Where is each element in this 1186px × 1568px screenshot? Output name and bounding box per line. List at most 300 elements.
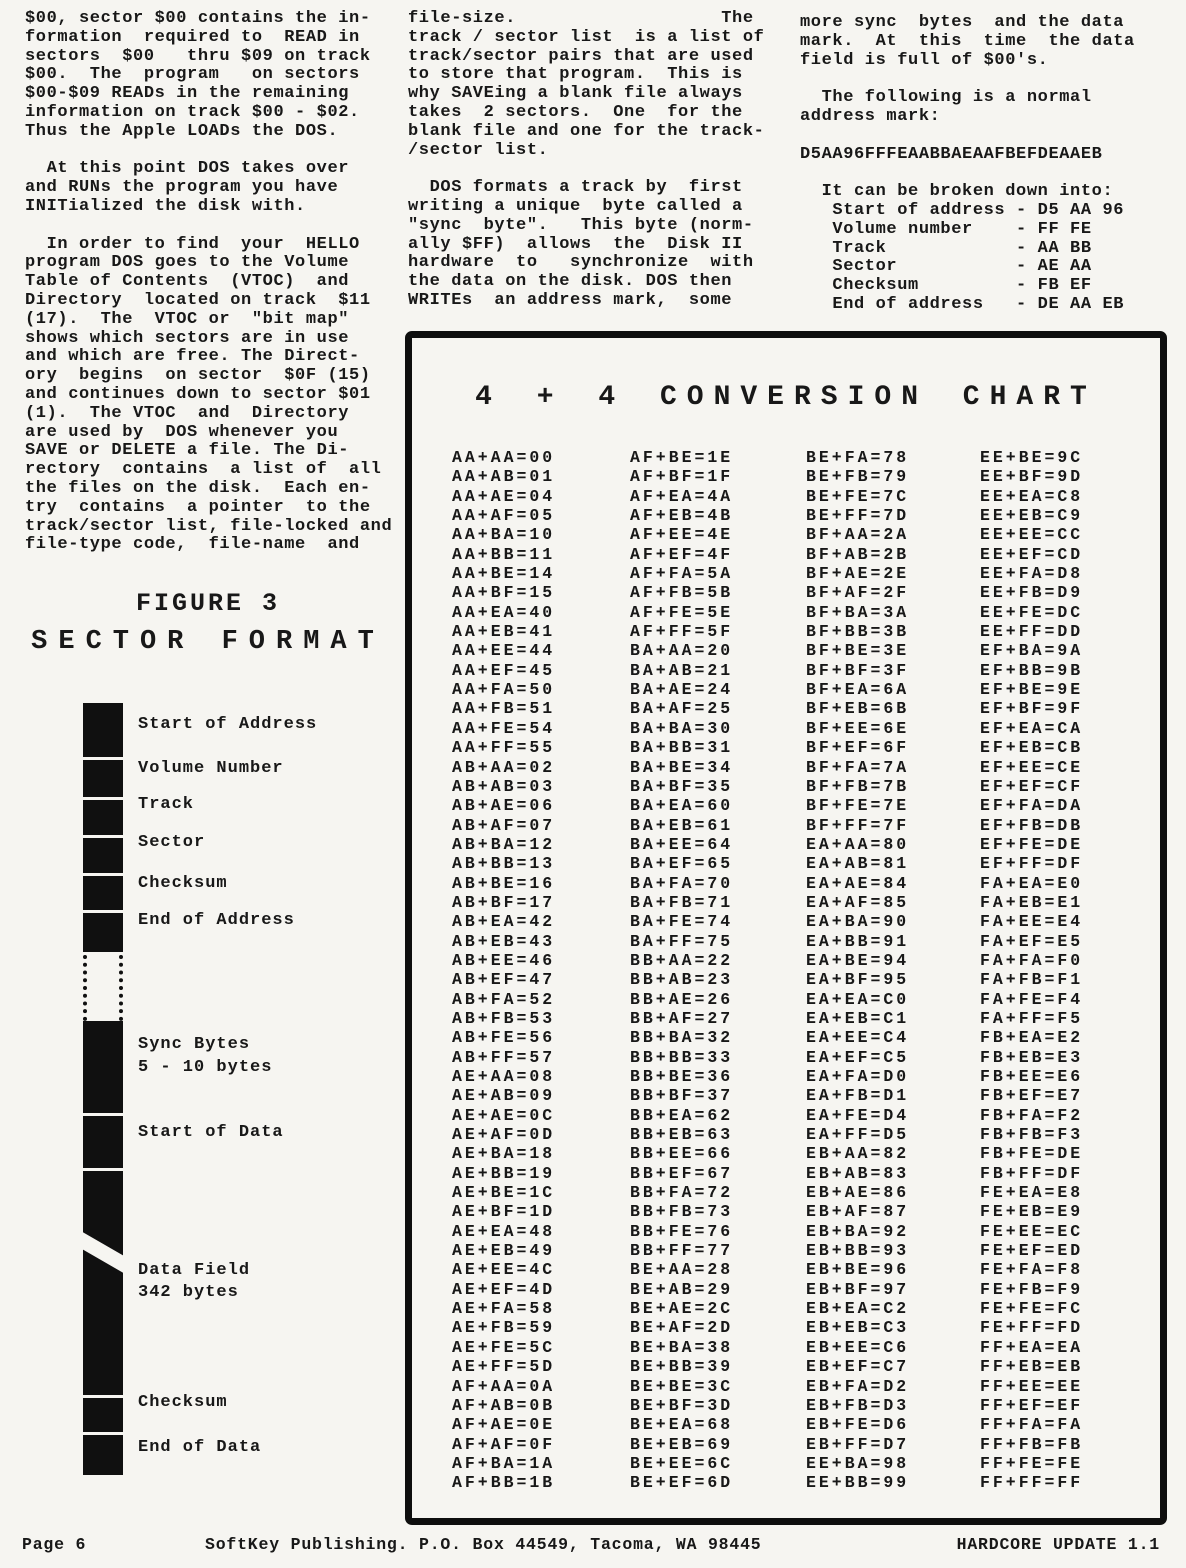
conversion-entry: FF+EE=EE (980, 1376, 1084, 1396)
conversion-entry: EE+FF=DD (980, 622, 1084, 642)
conversion-entry: EE+EA=C8 (980, 486, 1084, 506)
conversion-entry: BE+FA=78 (806, 448, 910, 467)
conversion-entry: BF+AA=2A (806, 525, 910, 545)
text-line: blank file and one for the track- (408, 121, 765, 141)
conversion-entry: FE+FF=FD (980, 1318, 1084, 1338)
conversion-entry: AA+FE=54 (452, 718, 556, 738)
conversion-entry: EB+AA=82 (806, 1144, 910, 1164)
conversion-entry: EB+FF=D7 (806, 1434, 910, 1454)
conversion-entry: EA+BF=95 (806, 970, 910, 990)
conversion-entry: BA+EA=60 (630, 796, 734, 816)
text-line: INITialized the disk with. (25, 196, 306, 216)
figure-label: Sync Bytes (138, 1035, 251, 1054)
conversion-entry: EF+BF=9F (980, 699, 1084, 719)
conversion-entry: FB+FF=DF (980, 1163, 1084, 1183)
conversion-entry: BE+FB=79 (806, 467, 910, 487)
conversion-entry: AA+EF=45 (452, 660, 556, 680)
conversion-entry: AB+EE=46 (452, 950, 556, 970)
conversion-chart-title: 4 + 4 CONVERSION CHART (475, 382, 1097, 413)
conversion-entry: BB+FB=73 (630, 1202, 734, 1222)
conversion-entry: EF+BE=9E (980, 680, 1084, 700)
conversion-entry: AF+AF=0F (452, 1434, 556, 1454)
conversion-entry: BE+BF=3D (630, 1395, 734, 1415)
conversion-entry: BB+BE=36 (630, 1067, 734, 1086)
conversion-entry: AF+EB=4B (630, 506, 734, 526)
text-line: SAVE or DELETE a file. The Di- (25, 441, 350, 461)
conversion-entry: FF+FE=FE (980, 1453, 1084, 1473)
conversion-entry: AB+FB=53 (452, 1008, 556, 1028)
conversion-entry: FE+EB=E9 (980, 1202, 1084, 1222)
figure-label: Track (138, 795, 195, 814)
conversion-entry: BF+BE=3E (806, 641, 910, 661)
text-line: and RUNs the program you have (25, 178, 339, 198)
conversion-entry: BF+BB=3B (806, 622, 910, 642)
conversion-entry: AB+AE=06 (452, 796, 556, 816)
conversion-entry: FA+FF=F5 (980, 1008, 1084, 1028)
text-line: WRITEs an address mark, some (408, 290, 733, 310)
conversion-entry: AF+AB=0B (452, 1395, 556, 1415)
figure-title: FIGURE 3 (135, 589, 281, 618)
conversion-entry: BE+BB=39 (630, 1357, 734, 1377)
text-line: ory begins on sector $0F (15) (25, 366, 371, 386)
figure-label: Volume Number (138, 759, 284, 778)
conversion-entry: FF+EB=EB (980, 1357, 1084, 1377)
conversion-entry: AF+EF=4F (630, 544, 734, 564)
conversion-entry: EB+BF=97 (806, 1279, 910, 1299)
conversion-entry: BE+EF=6D (630, 1473, 734, 1493)
conversion-entry: AE+AA=08 (452, 1067, 556, 1086)
conversion-entry: EA+EB=C1 (806, 1008, 910, 1028)
conversion-entry: AF+AA=0A (452, 1376, 556, 1396)
text-line: Thus the Apple LOADs the DOS. (25, 121, 339, 141)
conversion-entry: EB+AF=87 (806, 1202, 910, 1222)
conversion-entry: BF+EA=6A (806, 680, 910, 700)
conversion-entry: AF+FA=5A (630, 564, 734, 584)
conversion-entry: BF+AE=2E (806, 564, 910, 584)
text-line: the files on the disk. Each en- (25, 478, 371, 498)
conversion-entry: EE+EB=C9 (980, 506, 1084, 526)
conversion-entry: AF+AE=0E (452, 1415, 556, 1435)
conversion-entry: BB+FF=77 (630, 1241, 734, 1261)
text-line: D5AA96FFFEAABBAEAAFBEFDEAAEB (800, 144, 1103, 164)
figure-label: Sector (138, 833, 206, 852)
page-footer (0, 1535, 1186, 1559)
conversion-entry: EB+BE=96 (806, 1260, 910, 1280)
conversion-entry: AA+AB=01 (452, 467, 556, 487)
text-line: the data on the disk. DOS then (408, 272, 733, 292)
conversion-entry: AE+FB=59 (452, 1318, 556, 1338)
conversion-entry: FA+EB=E1 (980, 892, 1084, 912)
text-line: and continues down to sector $01 (25, 384, 371, 404)
figure-label: 342 bytes (138, 1283, 239, 1302)
text-line: file-type code, file-name and (25, 535, 360, 555)
conversion-entry: AA+FB=51 (452, 699, 556, 719)
text-line: try contains a pointer to the (25, 497, 371, 517)
conversion-entry: EE+BA=98 (806, 1453, 910, 1473)
conversion-entry: EB+FB=D3 (806, 1395, 910, 1415)
text-line: Track - AA BB (800, 238, 1092, 258)
conversion-entry: BA+BB=31 (630, 738, 734, 758)
text-line (25, 142, 399, 161)
text-line: At this point DOS takes over (25, 159, 350, 179)
conversion-entry: AE+EF=4D (452, 1279, 556, 1299)
conversion-entry: BB+EB=63 (630, 1125, 734, 1145)
conversion-entry: AA+AF=05 (452, 506, 556, 526)
conversion-entry: EF+EE=CE (980, 757, 1084, 777)
conversion-entry: AA+BA=10 (452, 525, 556, 545)
conversion-entry: EA+AE=84 (806, 873, 910, 893)
text-line: track/sector list, file-locked and (25, 516, 393, 536)
conversion-entry: AF+BA=1A (452, 1453, 556, 1473)
conversion-chart-column-4 (980, 448, 1083, 1493)
conversion-entry: FB+EF=E7 (980, 1086, 1084, 1106)
conversion-entry: BE+FF=7D (806, 506, 910, 526)
conversion-chart-column-3 (806, 448, 909, 1493)
text-line: rectory contains a list of all (25, 460, 382, 480)
text-line: Start of address - D5 AA 96 (800, 200, 1125, 220)
conversion-entry: AE+AE=0C (452, 1105, 556, 1125)
figure-label: End of Data (138, 1438, 262, 1457)
conversion-entry: EE+FB=D9 (980, 583, 1084, 603)
conversion-entry: BF+AF=2F (806, 583, 910, 603)
conversion-entry: BF+FE=7E (806, 796, 910, 816)
conversion-entry: EA+BB=91 (806, 931, 910, 951)
conversion-entry: FA+EA=E0 (980, 873, 1084, 893)
conversion-entry: BE+EA=68 (630, 1415, 734, 1435)
text-line: It can be broken down into: (800, 182, 1114, 202)
text-line: ally $FF) allows the Disk II (408, 234, 743, 254)
text-line: Directory located on track $11 (25, 290, 371, 310)
conversion-entry: EA+FE=D4 (806, 1105, 910, 1125)
conversion-entry: FE+FA=F8 (980, 1260, 1084, 1280)
text-line: to store that program. This is (408, 65, 743, 85)
text-line: "sync byte". This byte (norm- (408, 215, 754, 235)
conversion-entry: AB+AA=02 (452, 757, 556, 777)
text-column-middle (408, 10, 794, 311)
conversion-entry: BB+AB=23 (630, 970, 734, 990)
text-line (25, 217, 399, 236)
conversion-entry: EF+EA=CA (980, 718, 1084, 738)
conversion-entry: EF+EF=CF (980, 776, 1084, 796)
conversion-entry: EA+AB=81 (806, 854, 910, 874)
conversion-entry: AF+BF=1F (630, 467, 734, 487)
text-line: shows which sectors are in use (25, 328, 350, 348)
conversion-entry: EE+EE=CC (980, 525, 1084, 545)
text-line: Checksum - FB EF (800, 276, 1092, 296)
conversion-entry: BA+AB=21 (630, 660, 734, 680)
text-line: address mark: (800, 106, 941, 126)
conversion-entry: EB+AE=86 (806, 1183, 910, 1203)
conversion-entry: AA+AE=04 (452, 486, 556, 506)
conversion-entry: FF+EA=EA (980, 1337, 1084, 1357)
conversion-entry: AE+AF=0D (452, 1125, 556, 1145)
conversion-entry: FB+EB=E3 (980, 1047, 1084, 1067)
text-line: formation required to READ in (25, 27, 360, 47)
figure-label: Checksum (138, 1393, 228, 1412)
conversion-entry: AA+BF=15 (452, 583, 556, 603)
conversion-entry: AF+EA=4A (630, 486, 734, 506)
conversion-entry: BA+BF=35 (630, 776, 734, 796)
conversion-entry: BB+AE=26 (630, 989, 734, 1009)
conversion-entry: AA+BE=14 (452, 564, 556, 584)
conversion-entry: AA+AA=00 (452, 448, 556, 467)
conversion-entry: AB+FF=57 (452, 1047, 556, 1067)
conversion-entry: FF+FB=FB (980, 1434, 1084, 1454)
conversion-entry: EB+EA=C2 (806, 1299, 910, 1319)
conversion-chart-column-2 (630, 448, 733, 1493)
conversion-entry: FE+FE=FC (980, 1299, 1084, 1319)
conversion-entry: BF+BF=3F (806, 660, 910, 680)
conversion-entry: BE+FE=7C (806, 486, 910, 506)
conversion-entry: AB+AB=03 (452, 776, 556, 796)
text-line: are used by DOS whenever you (25, 422, 339, 442)
conversion-entry: EE+BB=99 (806, 1473, 910, 1493)
text-line: The following is a normal (800, 88, 1092, 108)
conversion-entry: EF+FE=DE (980, 834, 1084, 854)
conversion-entry: FB+FB=F3 (980, 1125, 1084, 1145)
conversion-entry: AE+BE=1C (452, 1183, 556, 1203)
conversion-entry: BE+AF=2D (630, 1318, 734, 1338)
text-line: mark. At this time the data (800, 31, 1135, 51)
conversion-entry: BB+EF=67 (630, 1163, 734, 1183)
conversion-entry: BB+BA=32 (630, 1028, 734, 1048)
figure-label: Start of Address (138, 715, 318, 734)
conversion-entry: AE+EE=4C (452, 1260, 556, 1280)
conversion-entry: FE+EA=E8 (980, 1183, 1084, 1203)
conversion-entry: EB+FE=D6 (806, 1415, 910, 1435)
conversion-entry: AE+EB=49 (452, 1241, 556, 1261)
conversion-entry: EE+BE=9C (980, 448, 1084, 467)
text-column-right (800, 14, 1186, 315)
conversion-entry: BA+FA=70 (630, 873, 734, 893)
conversion-entry: AB+BB=13 (452, 854, 556, 874)
conversion-entry: FA+EE=E4 (980, 912, 1084, 932)
figure-label: End of Address (138, 911, 295, 930)
conversion-entry: EA+EE=C4 (806, 1028, 910, 1048)
conversion-entry: FE+EE=EC (980, 1221, 1084, 1241)
conversion-entry: EA+EA=C0 (806, 989, 910, 1009)
text-line: DOS formats a track by first (408, 178, 743, 198)
conversion-entry: BA+AA=20 (630, 641, 734, 661)
conversion-entry: BA+FF=75 (630, 931, 734, 951)
text-line: (1). The VTOC and Directory (25, 403, 350, 423)
conversion-entry: EE+FE=DC (980, 602, 1084, 622)
conversion-entry: BA+FE=74 (630, 912, 734, 932)
conversion-entry: BB+EE=66 (630, 1144, 734, 1164)
conversion-entry: BF+EB=6B (806, 699, 910, 719)
text-line (800, 127, 1186, 146)
conversion-entry: AF+BE=1E (630, 448, 734, 467)
conversion-entry: EA+FA=D0 (806, 1067, 910, 1086)
conversion-entry: BA+AF=25 (630, 699, 734, 719)
conversion-entry: AB+EA=42 (452, 912, 556, 932)
conversion-entry: BB+FA=72 (630, 1183, 734, 1203)
conversion-entry: AE+AB=09 (452, 1086, 556, 1106)
conversion-entry: FF+EF=EF (980, 1395, 1084, 1415)
text-line: In order to find your HELLO (25, 234, 360, 254)
conversion-entry: EA+FB=D1 (806, 1086, 910, 1106)
conversion-entry: BF+BA=3A (806, 602, 910, 622)
text-line: $00-$09 READs in the remaining (25, 84, 350, 104)
text-line: why SAVEing a blank file always (408, 84, 743, 104)
text-line: Table of Contents (VTOC) and (25, 272, 350, 292)
conversion-entry: AE+EA=48 (452, 1221, 556, 1241)
conversion-entry: BE+BE=3C (630, 1376, 734, 1396)
conversion-entry: BE+BA=38 (630, 1337, 734, 1357)
conversion-entry: EA+FF=D5 (806, 1125, 910, 1145)
conversion-entry: AA+EE=44 (452, 641, 556, 661)
text-line: file-size. The (408, 9, 754, 28)
conversion-entry: EA+AF=85 (806, 892, 910, 912)
text-line: field is full of $00's. (800, 50, 1049, 70)
conversion-entry: FF+FF=FF (980, 1473, 1084, 1493)
figure-label: 5 - 10 bytes (138, 1058, 273, 1077)
text-line: Sector - AE AA (800, 257, 1092, 277)
text-line: End of address - DE AA EB (800, 294, 1125, 314)
text-line: more sync bytes and the data (800, 13, 1125, 32)
conversion-entry: BB+EA=62 (630, 1105, 734, 1125)
conversion-entry: EA+AA=80 (806, 834, 910, 854)
publisher-line: SoftKey Publishing. P.O. Box 44549, Tacoma, WA 98445 (205, 1535, 762, 1554)
conversion-entry: BE+EE=6C (630, 1453, 734, 1473)
conversion-entry: AF+BB=1B (452, 1473, 556, 1493)
conversion-entry: EB+AB=83 (806, 1163, 910, 1183)
conversion-entry: EE+EF=CD (980, 544, 1084, 564)
conversion-entry: BA+FB=71 (630, 892, 734, 912)
text-line: /sector list. (408, 140, 549, 160)
conversion-entry: AF+FE=5E (630, 602, 734, 622)
conversion-entry: BB+AF=27 (630, 1008, 734, 1028)
conversion-entry: BE+EB=69 (630, 1434, 734, 1454)
conversion-entry: EE+BF=9D (980, 467, 1084, 487)
figure-label: Checksum (138, 874, 228, 893)
text-line: writing a unique byte called a (408, 196, 743, 216)
text-line: and which are free. The Direct- (25, 347, 360, 367)
conversion-entry: AE+BB=19 (452, 1163, 556, 1183)
conversion-entry: EA+EF=C5 (806, 1047, 910, 1067)
conversion-entry: FB+FA=F2 (980, 1105, 1084, 1125)
conversion-entry: BF+AB=2B (806, 544, 910, 564)
conversion-entry: EB+EE=C6 (806, 1337, 910, 1357)
conversion-entry: FE+EF=ED (980, 1241, 1084, 1261)
conversion-chart (405, 331, 1167, 1525)
text-line: takes 2 sectors. One for the (408, 102, 743, 122)
conversion-entry: EA+BE=94 (806, 950, 910, 970)
text-line: track/sector pairs that are used (408, 46, 754, 66)
conversion-entry: EF+FF=DF (980, 854, 1084, 874)
conversion-entry: EF+BA=9A (980, 641, 1084, 661)
conversion-entry: AE+FA=58 (452, 1299, 556, 1319)
text-column-left (25, 10, 399, 555)
conversion-entry: BA+EF=65 (630, 854, 734, 874)
conversion-entry: AA+BB=11 (452, 544, 556, 564)
conversion-entry: EF+BB=9B (980, 660, 1084, 680)
conversion-entry: BA+BA=30 (630, 718, 734, 738)
conversion-entry: AB+EF=47 (452, 970, 556, 990)
figure-label: Data Field (138, 1261, 251, 1280)
text-line: Volume number - FF FE (800, 219, 1092, 239)
conversion-entry: AF+EE=4E (630, 525, 734, 545)
figure-labels (18, 585, 398, 1515)
conversion-entry: FE+FB=F9 (980, 1279, 1084, 1299)
conversion-entry: BE+AE=2C (630, 1299, 734, 1319)
conversion-entry: AE+FF=5D (452, 1357, 556, 1377)
conversion-entry: BA+BE=34 (630, 757, 734, 777)
conversion-entry: BF+FB=7B (806, 776, 910, 796)
conversion-entry: BB+FE=76 (630, 1221, 734, 1241)
figure-3-sector-format (18, 585, 398, 1515)
conversion-entry: AB+FA=52 (452, 989, 556, 1009)
conversion-entry: AB+BA=12 (452, 834, 556, 854)
conversion-entry: BE+AB=29 (630, 1279, 734, 1299)
conversion-entry: EA+BA=90 (806, 912, 910, 932)
conversion-entry: FA+FB=F1 (980, 970, 1084, 990)
conversion-entry: BF+FF=7F (806, 815, 910, 835)
text-line: $00. The program on sectors (25, 65, 360, 85)
conversion-entry: BE+AA=28 (630, 1260, 734, 1280)
text-line (408, 160, 794, 179)
conversion-chart-column-1 (452, 448, 555, 1493)
text-line (800, 70, 1186, 89)
conversion-entry: AF+FB=5B (630, 583, 734, 603)
text-line: $00, sector $00 contains the in- (25, 9, 371, 28)
issue-label: HARDCORE UPDATE 1.1 (956, 1535, 1160, 1554)
conversion-entry: EF+FB=DB (980, 815, 1084, 835)
figure-label: Start of Data (138, 1123, 284, 1142)
conversion-entry: BF+FA=7A (806, 757, 910, 777)
conversion-entry: AE+FE=5C (452, 1337, 556, 1357)
conversion-entry: AA+EB=41 (452, 622, 556, 642)
page-number: Page 6 (22, 1535, 87, 1554)
conversion-entry: BB+BB=33 (630, 1047, 734, 1067)
figure-subtitle: SECTOR FORMAT (31, 627, 385, 657)
conversion-entry: AE+BA=18 (452, 1144, 556, 1164)
conversion-entry: BB+AA=22 (630, 950, 734, 970)
conversion-entry: FB+EA=E2 (980, 1028, 1084, 1048)
conversion-entry: AB+BF=17 (452, 892, 556, 912)
conversion-entry: AA+FA=50 (452, 680, 556, 700)
conversion-entry: AB+FE=56 (452, 1028, 556, 1048)
conversion-entry: EB+BB=93 (806, 1241, 910, 1261)
conversion-entry: EF+FA=DA (980, 796, 1084, 816)
text-line: program DOS goes to the Volume (25, 253, 350, 273)
conversion-entry: FB+EE=E6 (980, 1067, 1084, 1086)
conversion-entry: EB+FA=D2 (806, 1376, 910, 1396)
conversion-entry: AA+FF=55 (452, 738, 556, 758)
conversion-entry: AB+EB=43 (452, 931, 556, 951)
conversion-entry: EB+BA=92 (806, 1221, 910, 1241)
text-line: sectors $00 thru $09 on track (25, 46, 371, 66)
conversion-entry: FA+EF=E5 (980, 931, 1084, 951)
conversion-entry: BB+BF=37 (630, 1086, 734, 1106)
conversion-entry: AA+EA=40 (452, 602, 556, 622)
conversion-entry: BF+EE=6E (806, 718, 910, 738)
conversion-entry: AB+BE=16 (452, 873, 556, 893)
conversion-entry: FA+FE=F4 (980, 989, 1084, 1009)
conversion-entry: EB+EB=C3 (806, 1318, 910, 1338)
text-line: track / sector list is a list of (408, 27, 765, 47)
conversion-entry: FA+FA=F0 (980, 950, 1084, 970)
conversion-entry: AF+FF=5F (630, 622, 734, 642)
conversion-entry: FB+FE=DE (980, 1144, 1084, 1164)
conversion-entry: BA+AE=24 (630, 680, 734, 700)
conversion-entry: AE+BF=1D (452, 1202, 556, 1222)
conversion-entry: FF+FA=FA (980, 1415, 1084, 1435)
conversion-entry: BA+EB=61 (630, 815, 734, 835)
conversion-entry: BA+EE=64 (630, 834, 734, 854)
text-line: (17). The VTOC or "bit map" (25, 309, 350, 329)
conversion-entry: EE+FA=D8 (980, 564, 1084, 584)
